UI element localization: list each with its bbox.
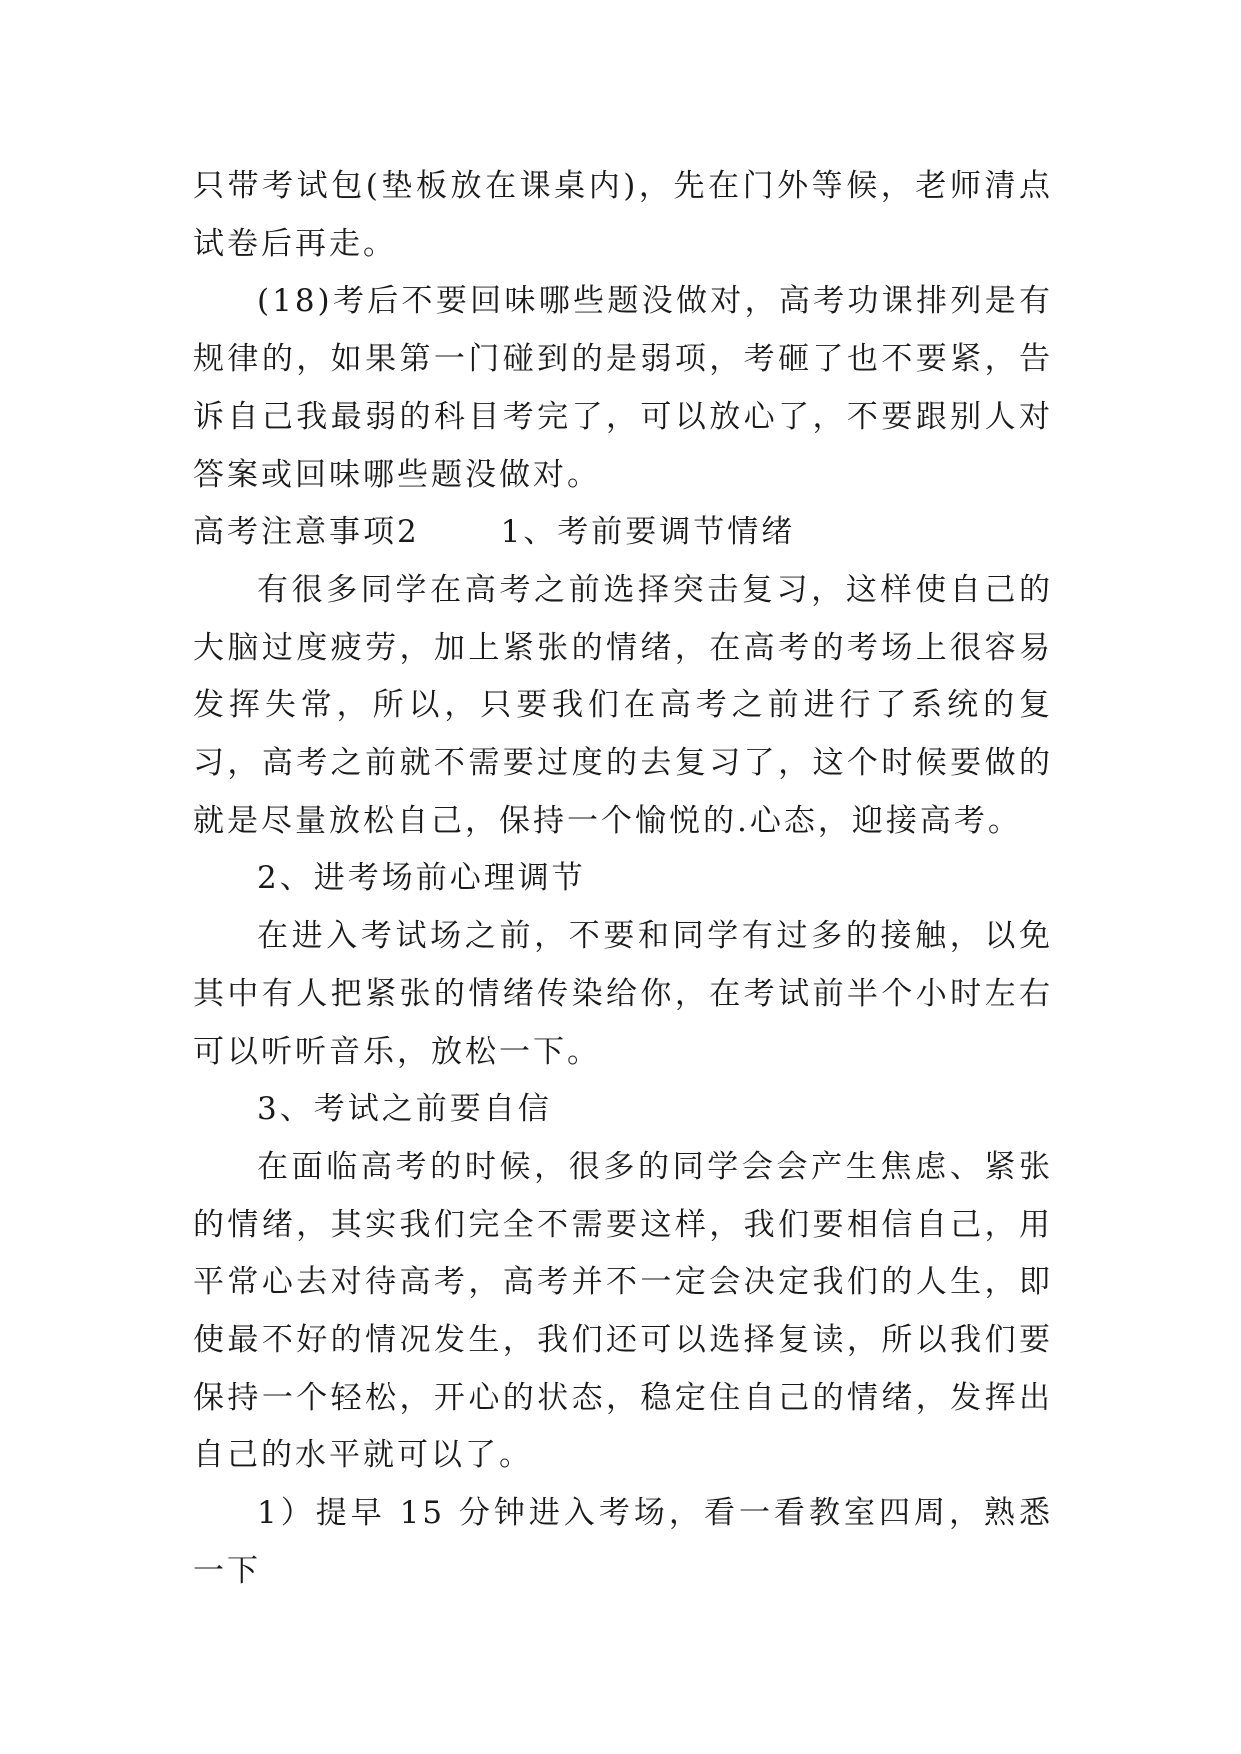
- paragraph-continuation: 只带考试包(垫板放在课桌内)，先在门外等候，老师清点试卷后再走。: [193, 168, 1053, 262]
- subheading-2: 2、进考场前心理调节: [257, 860, 586, 897]
- paragraph-body: 有很多同学在高考之前选择突击复习，这样使自己的大脑过度疲劳，加上紧张的情绪，在高考的考场上很容易发挥失常，所以，只要我们在高考之前进行了系统的复习，高考之前就不需要过度的去复习了，这个时候要做的就是尽量放松自己，保持一个愉悦的.心态，迎接高考。: [193, 571, 1053, 839]
- paragraph-item-18: (18)考后不要回味哪些题没做对，高考功课排列是有规律的，如果第一门碰到的是弱项，考砸了也不要紧，告诉自己我最弱的科目考完了，可以放心了，不要跟别人对答案或回味哪些题没做对。: [193, 283, 1053, 493]
- section-heading: 高考注意事项2 1、考前要调节情绪: [193, 514, 796, 551]
- paragraph-body: 在面临高考的时候，很多的同学会会产生焦虑、紧张的情绪，其实我们完全不需要这样，我们要相信自己，用平常心去对待高考，高考并不一定会决定我们的人生，即使最不好的情况发生，我们还可以选择复读，所以我们要保持一个轻松，开心的状态，稳定住自己的情绪，发挥出自己的水平就可以了。: [193, 1148, 1053, 1474]
- document-page: [193, 158, 1053, 1601]
- list-item-1: 1）提早 15 分钟进入考场，看一看教室四周，熟悉一下: [193, 1495, 1053, 1589]
- subheading-3: 3、考试之前要自信: [257, 1091, 552, 1128]
- paragraph-body: 在进入考试场之前，不要和同学有过多的接触，以免其中有人把紧张的情绪传染给你，在考试前半个小时左右可以听听音乐，放松一下。: [193, 918, 1053, 1070]
